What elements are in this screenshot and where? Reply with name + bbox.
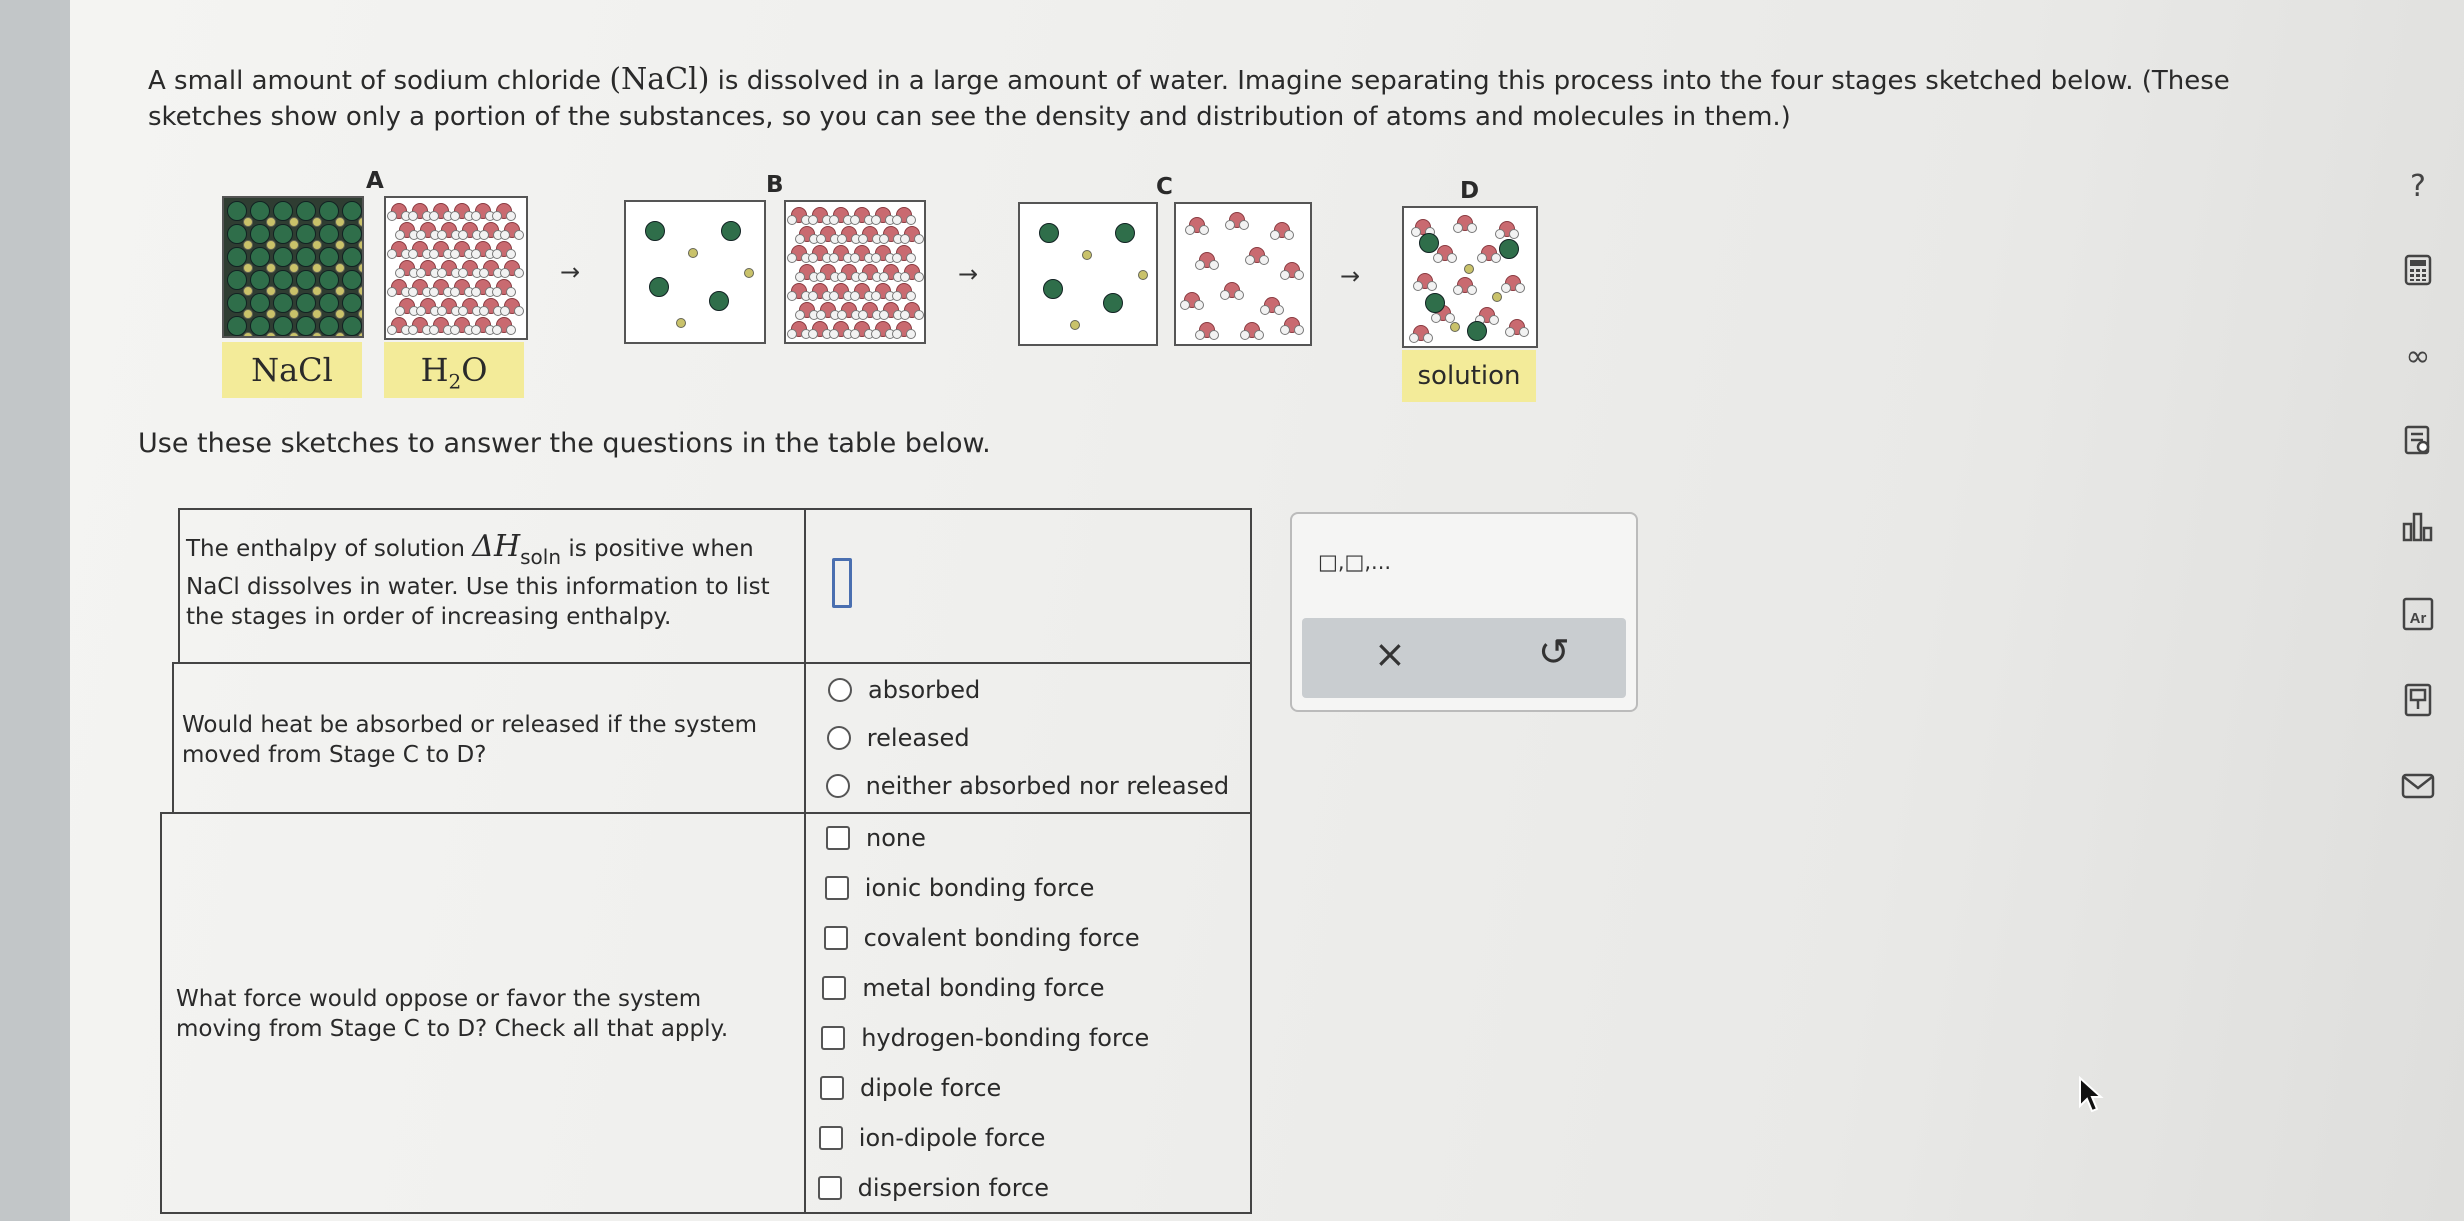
particle (458, 230, 468, 240)
checkbox[interactable] (822, 976, 846, 1000)
particle (289, 309, 299, 319)
particle (1294, 270, 1304, 280)
particle (871, 253, 881, 263)
particle (900, 310, 910, 320)
particle (850, 253, 860, 263)
stage-label-a: A (366, 168, 384, 194)
option-label: released (866, 724, 970, 752)
particle (892, 253, 902, 263)
particle (676, 318, 686, 328)
particle (266, 332, 276, 338)
radio-button[interactable] (827, 726, 851, 750)
particle (1519, 327, 1529, 337)
particle (358, 263, 364, 273)
particle (479, 230, 489, 240)
particle (506, 249, 516, 259)
particle (1499, 239, 1519, 259)
clear-button[interactable]: × (1374, 632, 1406, 676)
particle (1259, 255, 1269, 265)
particle (358, 309, 364, 319)
textbook-icon[interactable] (2398, 680, 2438, 720)
particle (387, 211, 397, 221)
particle (471, 211, 481, 221)
particle (243, 309, 253, 319)
particle (471, 325, 481, 335)
arrow-a-to-b: → (560, 258, 581, 286)
particle (795, 272, 805, 282)
particle (808, 291, 818, 301)
particle (1274, 305, 1284, 315)
particle (1280, 270, 1290, 280)
separated-ions-sketch-b (624, 200, 766, 344)
particle (837, 310, 847, 320)
stage-label-b: B (766, 172, 784, 198)
stage-label-c: C (1156, 174, 1173, 200)
particle (312, 332, 322, 338)
checkbox[interactable] (819, 1126, 843, 1150)
particle (1103, 293, 1123, 313)
solution-label: solution (1402, 350, 1536, 402)
spread-water-sketch-c (1174, 202, 1312, 346)
particle (850, 329, 860, 339)
particle (900, 272, 910, 282)
particle (914, 234, 924, 244)
particle (1260, 305, 1270, 315)
particle (795, 310, 805, 320)
particle (1195, 260, 1205, 270)
particle (266, 240, 276, 250)
particle (429, 325, 439, 335)
particle (1245, 255, 1255, 265)
water-sketch-b (784, 200, 926, 344)
panel-actions (1302, 618, 1626, 698)
checkbox-option[interactable] (819, 1124, 1046, 1152)
particle (506, 325, 516, 335)
particle (1039, 223, 1059, 243)
particle (808, 329, 818, 339)
particle (1209, 260, 1219, 270)
particle (808, 253, 818, 263)
particle (335, 217, 345, 227)
particle (829, 253, 839, 263)
particle (787, 291, 797, 301)
undo-button[interactable]: ↺ (1538, 630, 1570, 674)
window-edge (0, 0, 70, 1221)
particle (914, 272, 924, 282)
particle (879, 310, 889, 320)
answer-3-cell (804, 812, 1252, 1214)
particle (892, 215, 902, 225)
particle (416, 268, 426, 278)
particle (1411, 227, 1421, 237)
particle (450, 211, 460, 221)
particle (1425, 293, 1445, 313)
question-3-text: What force would oppose or favor the system moving from Stage C to D? Check all that apply. (176, 986, 729, 1042)
particle (1505, 327, 1515, 337)
particle (1239, 220, 1249, 230)
particle (1284, 230, 1294, 240)
particle (395, 268, 405, 278)
particle (429, 211, 439, 221)
particle (795, 234, 805, 244)
particle (289, 217, 299, 227)
checkbox[interactable] (826, 826, 850, 850)
option-label: metal bonding force (862, 974, 1105, 1002)
particle (1427, 281, 1437, 291)
particle (429, 249, 439, 259)
particle (450, 325, 460, 335)
water-label: $H_2O$ (384, 342, 524, 398)
particle (514, 268, 524, 278)
particle (906, 291, 916, 301)
radio-option[interactable] (828, 676, 980, 704)
option-label: dipole force (860, 1074, 1002, 1102)
infinity-icon[interactable]: ∞ (2405, 338, 2431, 374)
svg-text:Ar: Ar (2409, 610, 2427, 627)
option-label: ionic bonding force (864, 874, 1095, 902)
radio-option[interactable] (827, 724, 970, 752)
particle (416, 306, 426, 316)
instructions-text: Use these sketches to answer the questions in the table below. (138, 428, 991, 459)
particle (1467, 285, 1477, 295)
particle (1409, 333, 1419, 343)
particle (1433, 253, 1443, 263)
particle (787, 215, 797, 225)
question-1-text: The enthalpy of solution ΔHsoln is positive when NaCl dissolves in water. Use this information to list the stages in order of increasing enthalpy. (186, 529, 770, 630)
particle (358, 332, 364, 338)
particle (1180, 300, 1190, 310)
option-label: ion-dipole force (858, 1124, 1046, 1152)
particle (829, 329, 839, 339)
bar-chart-icon[interactable] (2398, 506, 2438, 546)
particle (289, 286, 299, 296)
particle (243, 217, 253, 227)
particle (1294, 325, 1304, 335)
particle (906, 329, 916, 339)
help-icon[interactable]: ? (2410, 168, 2426, 204)
particle (312, 240, 322, 250)
particle (416, 230, 426, 240)
answer-tools-panel (1290, 512, 1638, 712)
particle (1509, 229, 1519, 239)
particle (1431, 313, 1441, 323)
particle (837, 272, 847, 282)
particle (645, 221, 665, 241)
particle (1115, 223, 1135, 243)
checkbox-option[interactable] (818, 1174, 1049, 1202)
question-2-text: Would heat be absorbed or released if the system moved from Stage C to D? (182, 712, 758, 768)
particle (1270, 230, 1280, 240)
particle (1185, 225, 1195, 235)
answer-1-cell (804, 508, 1252, 664)
particle (1199, 225, 1209, 235)
particle (335, 240, 345, 250)
particle (312, 309, 322, 319)
particle (850, 215, 860, 225)
particle (1220, 290, 1230, 300)
particle (429, 287, 439, 297)
intro-text: A small amount of sodium chloride (NaCl) is dissolved in a large amount of water. Imagine separating this process into the four stages sketched below. (These sketches show only a portion of the substances, so you can see the density and distribution of atoms and molecules in them.) (148, 62, 2230, 132)
particle (408, 211, 418, 221)
particle (266, 286, 276, 296)
arrow-c-to-d: → (1340, 262, 1361, 290)
particle (906, 215, 916, 225)
particle (500, 230, 510, 240)
particle (395, 306, 405, 316)
particle (408, 249, 418, 259)
checkbox-option[interactable] (820, 1074, 1001, 1102)
particle (787, 253, 797, 263)
particle (900, 234, 910, 244)
particle (1467, 223, 1477, 233)
particle (335, 332, 345, 338)
checkbox-option[interactable] (822, 974, 1104, 1002)
option-label: dispersion force (857, 1174, 1049, 1202)
radio-button[interactable] (826, 774, 850, 798)
particle (1138, 270, 1148, 280)
particle (1495, 229, 1505, 239)
particle (479, 306, 489, 316)
particle (850, 291, 860, 301)
particle (335, 286, 345, 296)
particle (458, 306, 468, 316)
particle (387, 325, 397, 335)
particle (829, 291, 839, 301)
particle (266, 217, 276, 227)
particle (787, 329, 797, 339)
particle (335, 263, 345, 273)
particle (871, 215, 881, 225)
particle (387, 249, 397, 259)
particle (266, 263, 276, 273)
particle (1489, 315, 1499, 325)
particle (1492, 292, 1502, 302)
particle (871, 329, 881, 339)
particle (1043, 279, 1063, 299)
particle (1234, 290, 1244, 300)
particle (709, 291, 729, 311)
stage-label-d: D (1460, 178, 1480, 204)
water-sketch-a (384, 196, 528, 340)
particle (492, 325, 502, 335)
particle (1209, 330, 1219, 340)
particle (892, 291, 902, 301)
arrow-b-to-c: → (958, 260, 979, 288)
particle (837, 234, 847, 244)
particle (500, 268, 510, 278)
particle (816, 310, 826, 320)
particle (450, 287, 460, 297)
particle (289, 263, 299, 273)
particle (1240, 330, 1250, 340)
checkbox[interactable] (824, 926, 848, 950)
particle (879, 234, 889, 244)
option-label: absorbed (868, 676, 981, 704)
checkbox[interactable] (825, 876, 849, 900)
particle (471, 249, 481, 259)
radio-button[interactable] (828, 678, 852, 702)
particle (500, 306, 510, 316)
particle (479, 268, 489, 278)
particle (266, 309, 276, 319)
particle (1419, 233, 1439, 253)
solution-sketch (1402, 206, 1538, 348)
particle (721, 221, 741, 241)
particle (1070, 320, 1080, 330)
particle (243, 286, 253, 296)
option-label: covalent bonding force (863, 924, 1140, 952)
particle (506, 287, 516, 297)
nacl-label: NaCl (222, 342, 362, 398)
particle (408, 287, 418, 297)
particle (649, 277, 669, 297)
particle (1450, 322, 1460, 332)
particle (1467, 321, 1487, 341)
particle (1413, 281, 1423, 291)
particle (408, 325, 418, 335)
particle (395, 230, 405, 240)
particle (1225, 220, 1235, 230)
particle (1477, 253, 1487, 263)
option-label: hydrogen-bonding force (861, 1024, 1150, 1052)
nacl-formula: (NaCl) (609, 62, 710, 97)
particle (450, 249, 460, 259)
checkbox-option[interactable] (826, 824, 926, 852)
checkbox-option[interactable] (825, 874, 1095, 902)
particle (437, 268, 447, 278)
particle (744, 268, 754, 278)
particle (1082, 250, 1092, 260)
particle (437, 230, 447, 240)
option-label: none (866, 824, 926, 852)
mail-icon[interactable] (2398, 766, 2438, 806)
particle (458, 268, 468, 278)
list-template-button[interactable]: □,□,... (1318, 550, 1392, 574)
particle (1254, 330, 1264, 340)
notes-icon[interactable] (2398, 420, 2438, 460)
particle (358, 286, 364, 296)
checkbox[interactable] (820, 1076, 844, 1100)
particle (492, 287, 502, 297)
particle (829, 215, 839, 225)
particle (358, 217, 364, 227)
particle (858, 310, 868, 320)
particle (914, 310, 924, 320)
particle (1453, 285, 1463, 295)
particle (906, 253, 916, 263)
particle (1515, 283, 1525, 293)
particle (1280, 325, 1290, 335)
particle (358, 240, 364, 250)
checkbox[interactable] (818, 1176, 842, 1200)
particle (492, 249, 502, 259)
particle (879, 272, 889, 282)
nacl-crystal-sketch (222, 196, 364, 338)
stage-order-input[interactable] (832, 558, 852, 608)
particle (1195, 330, 1205, 340)
delta-h-symbol: ΔH (472, 529, 521, 564)
checkbox-option[interactable] (821, 1024, 1149, 1052)
particle (816, 272, 826, 282)
particle (688, 248, 698, 258)
particle (471, 287, 481, 297)
calculator-icon[interactable] (2398, 250, 2438, 290)
periodic-table-icon[interactable] (2398, 594, 2438, 634)
particle (808, 215, 818, 225)
particle (1447, 253, 1457, 263)
particle (312, 263, 322, 273)
particle (312, 217, 322, 227)
particle (335, 309, 345, 319)
particle (312, 286, 322, 296)
particle (437, 306, 447, 316)
option-label: neither absorbed nor released (865, 772, 1230, 800)
particle (492, 211, 502, 221)
checkbox[interactable] (821, 1026, 845, 1050)
mouse-cursor-icon (2078, 1076, 2104, 1114)
particle (1491, 253, 1501, 263)
particle (1464, 264, 1474, 274)
particle (858, 234, 868, 244)
particle (1194, 300, 1204, 310)
particle (289, 332, 299, 338)
particle (1453, 223, 1463, 233)
particle (1501, 283, 1511, 293)
checkbox-option[interactable] (824, 924, 1140, 952)
particle (858, 272, 868, 282)
particle (289, 240, 299, 250)
particle (892, 329, 902, 339)
particle (514, 230, 524, 240)
particle (514, 306, 524, 316)
particle (506, 211, 516, 221)
particle (871, 291, 881, 301)
particle (1423, 333, 1433, 343)
separated-ions-sketch-c (1018, 202, 1158, 346)
particle (816, 234, 826, 244)
particle (243, 332, 253, 338)
particle (243, 263, 253, 273)
radio-option[interactable] (826, 772, 1230, 800)
particle (243, 240, 253, 250)
particle (387, 287, 397, 297)
